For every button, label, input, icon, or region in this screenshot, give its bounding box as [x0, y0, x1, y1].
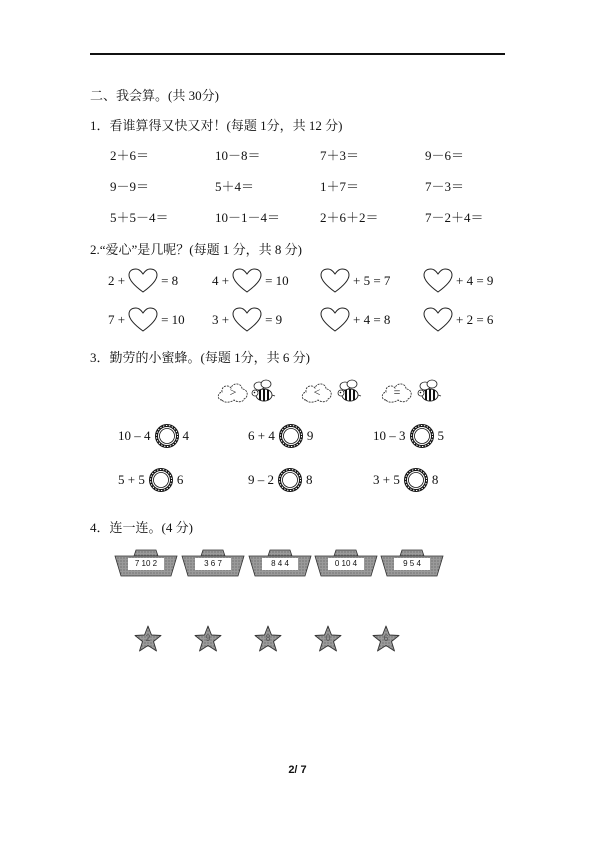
equation-part: 2 +	[108, 273, 126, 288]
bee-icon	[250, 378, 276, 404]
equation-part: = 9	[265, 312, 283, 327]
compare-symbol: <	[313, 385, 321, 399]
compare-item	[118, 468, 183, 492]
heart-equation	[423, 268, 493, 294]
equation-part: 3 +	[212, 312, 230, 327]
answer-circle-icon[interactable]	[279, 424, 303, 448]
page-number: 2/ 7	[288, 764, 307, 776]
compare-item	[373, 424, 444, 448]
q1-expr: 5＋4＝	[215, 179, 255, 194]
boat[interactable]	[248, 548, 312, 578]
cloud-greater	[216, 380, 250, 404]
equation-part: + 2 = 6	[456, 312, 494, 327]
compare-item	[248, 468, 313, 492]
compare-right: 6	[176, 472, 184, 487]
starfish[interactable]	[312, 624, 344, 656]
compare-left: 3 + 5	[373, 472, 400, 487]
q1-expr: 1＋7＝	[320, 179, 360, 194]
q1-expr: 5＋5－4＝	[110, 210, 169, 225]
heart-blank-icon[interactable]	[423, 268, 453, 294]
compare-left: 10 – 4	[118, 428, 151, 443]
boat[interactable]	[114, 548, 178, 578]
equation-part: = 8	[161, 273, 179, 288]
q1-title: 1．看谁算得又快又对！(每题 1分，共 12 分)	[90, 118, 343, 133]
bee-icon	[416, 378, 442, 404]
heart-blank-icon[interactable]	[128, 268, 158, 294]
compare-right: 9	[306, 428, 314, 443]
compare-symbol: >	[229, 385, 237, 399]
boat[interactable]	[380, 548, 444, 578]
equation-part: 4 +	[212, 273, 230, 288]
q1-expr: 10－1－4＝	[215, 210, 281, 225]
compare-right: 4	[182, 428, 189, 443]
heart-equation	[423, 307, 493, 333]
compare-item	[118, 424, 189, 448]
starfish[interactable]	[132, 624, 164, 656]
starfish-number: 6	[383, 633, 389, 643]
heart-blank-icon[interactable]	[232, 307, 262, 333]
cloud-equal	[380, 380, 414, 404]
boat[interactable]	[181, 548, 245, 578]
boat-label: 9 5 4	[394, 558, 430, 570]
boat[interactable]	[314, 548, 378, 578]
q1-expr: 9－6＝	[425, 148, 465, 163]
compare-left: 10 – 3	[373, 428, 406, 443]
q1-expr: 2＋6＋2＝	[320, 210, 379, 225]
answer-circle-icon[interactable]	[404, 468, 428, 492]
equation-part: 7 +	[108, 312, 126, 327]
equation-part: + 4 = 9	[456, 273, 494, 288]
heart-blank-icon[interactable]	[232, 268, 262, 294]
q1-expr: 10－8＝	[215, 148, 261, 163]
answer-circle-icon[interactable]	[410, 424, 434, 448]
q1-expr: 7＋3＝	[320, 148, 360, 163]
bee-icon	[336, 378, 362, 404]
starfish-number: 9	[205, 633, 211, 643]
compare-item	[248, 424, 313, 448]
starfish[interactable]	[370, 624, 402, 656]
boat-label: 3 6 7	[195, 558, 231, 570]
heart-blank-icon[interactable]	[423, 307, 453, 333]
section-title: 二、我会算。(共 30分)	[90, 88, 219, 103]
boat-label: 7 10 2	[128, 558, 164, 570]
heart-equation	[320, 307, 390, 333]
q4-title: 4．连一连。(4 分)	[90, 520, 193, 535]
compare-right: 8	[306, 472, 313, 487]
q1-expr: 7－3＝	[425, 179, 465, 194]
starfish[interactable]	[192, 624, 224, 656]
heart-blank-icon[interactable]	[320, 307, 350, 333]
heart-equation	[212, 307, 282, 333]
heart-blank-icon[interactable]	[128, 307, 158, 333]
heart-equation	[212, 268, 289, 294]
answer-circle-icon[interactable]	[278, 468, 302, 492]
q1-expr: 2＋6＝	[110, 148, 150, 163]
cloud-less	[300, 380, 334, 404]
answer-circle-icon[interactable]	[155, 424, 179, 448]
heart-equation	[108, 268, 178, 294]
heart-equation	[108, 307, 185, 333]
starfish[interactable]	[252, 624, 284, 656]
equation-part: = 10	[161, 312, 185, 327]
equation-part: + 5 = 7	[353, 273, 391, 288]
compare-right: 8	[431, 472, 439, 487]
compare-right: 5	[437, 428, 444, 443]
q1-expr: 7－2＋4＝	[425, 210, 484, 225]
boat-label: 8 4 4	[262, 558, 298, 570]
q2-title: 2.“爱心”是几呢？(每题 1 分，共 8 分)	[90, 242, 302, 257]
answer-circle-icon[interactable]	[149, 468, 173, 492]
q1-expr: 9－9＝	[110, 179, 150, 194]
compare-left: 9 – 2	[248, 472, 274, 487]
compare-left: 5 + 5	[118, 472, 145, 487]
equation-part: + 4 = 8	[353, 312, 391, 327]
starfish-number: 0	[325, 633, 331, 643]
starfish-number: 8	[265, 633, 271, 643]
compare-left: 6 + 4	[248, 428, 275, 443]
compare-item	[373, 468, 438, 492]
top-rule	[90, 53, 505, 55]
boat-label: 0 10 4	[328, 558, 364, 570]
heart-equation	[320, 268, 390, 294]
equation-part: = 10	[265, 273, 289, 288]
starfish-number: 2	[145, 633, 151, 643]
q3-title: 3．勤劳的小蜜蜂。(每题 1分，共 6 分)	[90, 350, 310, 365]
heart-blank-icon[interactable]	[320, 268, 350, 294]
compare-symbol: =	[393, 385, 401, 399]
